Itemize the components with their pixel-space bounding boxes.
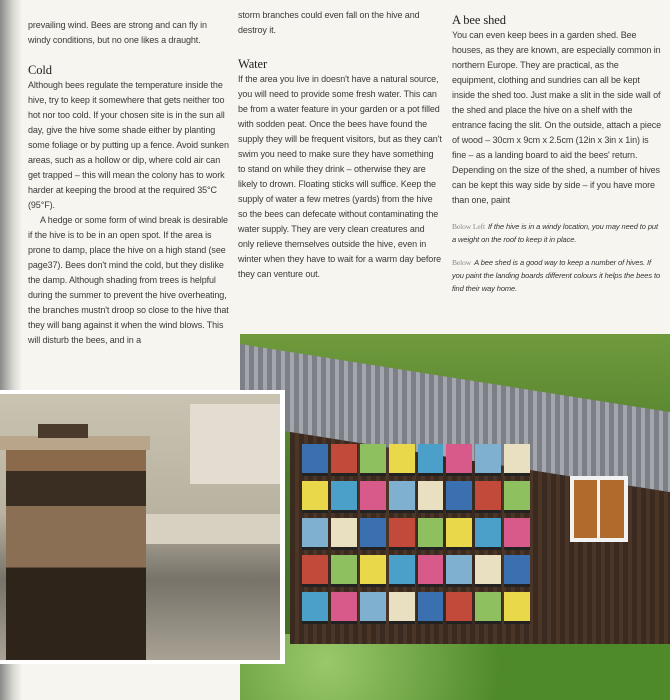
column-3	[452, 12, 662, 295]
hive-box	[504, 444, 530, 476]
hive-box	[418, 592, 444, 624]
hive-box	[389, 518, 415, 550]
hive-box	[302, 592, 328, 624]
hive-box	[446, 518, 472, 550]
heading-water: Water	[238, 57, 268, 71]
col1-paragraph-2: A hedge or some form of wind break is desirable if the hive is to be in an open spot. If the area is prone to damp, place the hive on a high stand (see page37). Bees don't mind the cold, but they dislike the damp. Although shading from trees is helpful during the summer to prevent the hive overheating, the branches mustn't droop so close to the hive that they will bang against it when the wind blows. This will disturb the bees, and in a	[28, 215, 229, 345]
heading-bee-shed: A bee shed	[452, 13, 506, 27]
hive-box	[302, 481, 328, 513]
hive-box	[302, 518, 328, 550]
col1-intro: prevailing wind. Bees are strong and can fly in windy conditions, but no one likes a draught.	[28, 20, 207, 45]
hive-box	[418, 444, 444, 476]
hive-box	[331, 481, 357, 513]
hive-box	[360, 592, 386, 624]
hive-box	[418, 555, 444, 587]
hive-box	[389, 592, 415, 624]
hive-box	[302, 444, 328, 476]
hive-box	[475, 555, 501, 587]
hive-box	[360, 555, 386, 587]
hive-box	[504, 518, 530, 550]
caption-label: Below	[452, 258, 472, 267]
caption-text: A bee shed is a good way to keep a number of hives. If you paint the landing boards different colours it helps the bees to find their way home.	[452, 258, 661, 293]
hive-box	[504, 555, 530, 587]
hive-box	[389, 444, 415, 476]
hive-box	[418, 481, 444, 513]
hive-box	[389, 555, 415, 587]
bee-shed-photo	[240, 334, 670, 700]
roof-ledge	[140, 514, 280, 544]
hive-box	[331, 592, 357, 624]
hive-box	[331, 518, 357, 550]
col2-paragraph-1: If the area you live in doesn't have a natural source, you will need to provide some fresh water. This can be from a water feature in your garden or a pot filled with sodden peat. Once the bees have found the supply they will be frequent visitors, but as they can't swim you need to make sure they have something to stand on while they drink – otherwise they are likely to drown. Floating sticks will suffice. Keep the supply of water a few metres (yards) from the hive so the bees can defecate without contaminating the water supply. They are very clean creatures and only relieve themselves outside the hive, even in winter when they have to wait for a warm day before they can venture out.	[238, 74, 442, 279]
hive-box	[418, 518, 444, 550]
hive-stack	[6, 440, 146, 660]
hive-box	[475, 518, 501, 550]
column-2	[238, 8, 442, 282]
hive-box	[475, 444, 501, 476]
windy-hive-photo	[0, 390, 285, 664]
hive-box	[389, 481, 415, 513]
hive-box	[446, 592, 472, 624]
hive-box	[331, 555, 357, 587]
hive-box	[504, 592, 530, 624]
caption-below-left	[452, 220, 662, 246]
hive-box	[360, 481, 386, 513]
hive-box	[360, 518, 386, 550]
caption-below	[452, 256, 662, 295]
col3-paragraph-1: You can even keep bees in a garden shed. Bee houses, as they are known, are especially common in northern Europe. They are practical, as the equipment, clothing and sundries can all be kept inside the shed too. Just make a slit in the side wall of the shed and place the hive on a shelf with the entrance facing the slit. On the outside, attach a piece of wood – 30cm x 9cm x 2.5cm (12in x 3in x 1in) is fine – as a landing board to aid the bees' return. Depending on the size of the shed, a number of hives can be kept this way side by side – if you have more than one, paint	[452, 30, 662, 205]
hive-roof	[0, 436, 150, 450]
shed-window	[570, 476, 628, 542]
heading-cold: Cold	[28, 63, 52, 77]
column-1	[28, 18, 230, 348]
hive-box	[475, 481, 501, 513]
caption-text: If the hive is in a windy location, you may need to put a weight on the roof to keep it in place.	[452, 222, 658, 244]
caption-label: Below Left	[452, 222, 485, 231]
hive-box	[446, 555, 472, 587]
hive-box	[446, 444, 472, 476]
hive-box	[504, 481, 530, 513]
hive-box	[302, 555, 328, 587]
col1-paragraph-1: Although bees regulate the temperature inside the hive, try to keep it somewhere that gets neither too hot nor too cold. If your chosen site is in the sun all day, give the hive some shade either by planting some foliage or by putting up a fence. Avoid sunken areas, such as a hollow or dip, where cold air can get trapped – this will mean the colony has to work harder at keeping the brood at the required 35°C (95°F).	[28, 80, 229, 210]
background-building	[190, 404, 280, 484]
col2-intro: storm branches could even fall on the hive and destroy it.	[238, 10, 420, 35]
hive-box	[475, 592, 501, 624]
hive-boxes	[302, 444, 530, 624]
roof-weight	[38, 424, 88, 438]
hive-box	[331, 444, 357, 476]
hive-box	[360, 444, 386, 476]
hive-box	[446, 481, 472, 513]
